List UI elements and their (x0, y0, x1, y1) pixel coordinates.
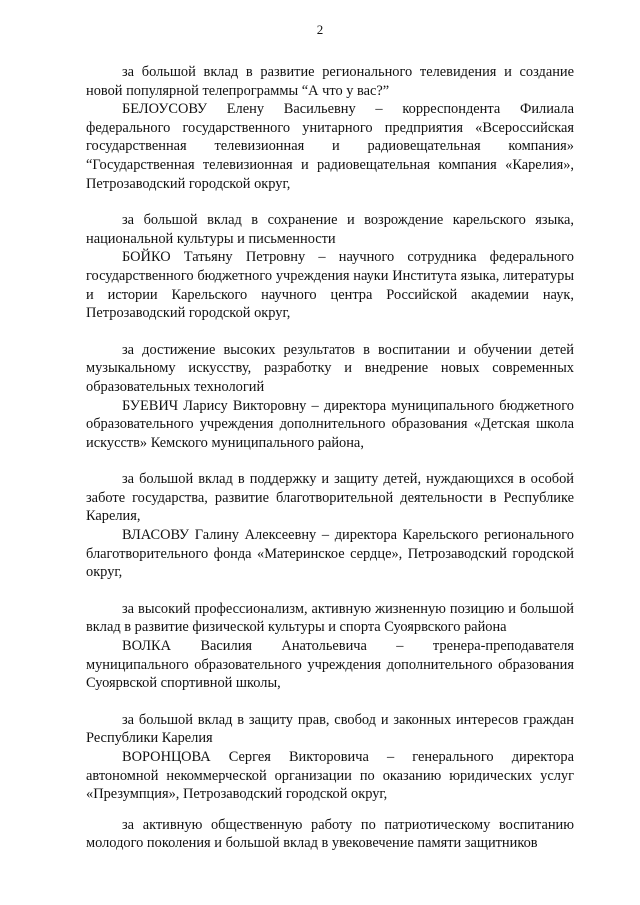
award-reason: за активную общественную работу по патриотическому воспитанию молодого поколения и большой вклад в увековечение памяти защитников (86, 816, 578, 852)
paragraph-gap (86, 323, 574, 341)
award-reason: за большой вклад в защиту прав, свобод и законных интересов граждан Республики Карелия (86, 711, 578, 747)
award-reason: за высокий профессионализм, активную жизненную позицию и большой вклад в развитие физической культуры и спорта Суоярвского района (86, 600, 578, 636)
paragraph-gap (86, 452, 574, 470)
awardee: ВОРОНЦОВА Сергея Викторовича – генерального директора автономной некоммерческой организации по оказанию юридических услуг «Презумпция», Петрозаводский городской округ, (86, 749, 578, 803)
award-reason: за достижение высоких результатов в воспитании и обучении детей музыкальному искусству, разработку и внедрение новых современных образовательных технологий (86, 341, 578, 395)
award-reason: за большой вклад в сохранение и возрождение карельского языка, национальной культуры и письменности (86, 212, 578, 247)
awardee: БУЕВИЧ Ларису Викторовну – директора муниципального бюджетного образовательного учреждения дополнительного образования «Детская школа искусств» Кемского муниципального района, (86, 397, 578, 451)
award-reason: за большой вклад в развитие регионального телевидения и создание новой популярной телепрограммы “А что у вас?” (86, 64, 578, 99)
paragraph-gap (86, 804, 574, 816)
awardee: БЕЛОУСОВУ Елену Васильевну – корреспондента Филиала федерального государственного унитарного предприятия «Всероссийская государственная телевизионная и радиовещательная компания» “Государственная телевизионная и радиовещательная компания «Карелия», Петрозаводский городской округ, (86, 101, 578, 192)
awardee: БОЙКО Татьяну Петровну – научного сотрудника федерального государственного бюджетного учреждения науки Института языка, литературы и истории Карельского научного центра Российской академии наук, Петрозаводский городской округ, (86, 249, 578, 322)
award-reason: за большой вклад в поддержку и защиту детей, нуждающихся в особой заботе государства, развитие благотворительной деятельности в Республике Карелия, (86, 471, 578, 525)
paragraph-gap (86, 693, 574, 711)
awardee: ВОЛКА Василия Анатольевича – тренера-преподавателя муниципального образовательного учреждения дополнительного образования Суоярвской спортивной школы, (86, 638, 578, 692)
awardee: ВЛАСОВУ Галину Алексеевну – директора Карельского регионального благотворительного фонда «Материнское сердце», Петрозаводский городской округ, (86, 527, 578, 581)
paragraph-gap (86, 193, 574, 211)
page-number: 2 (316, 22, 324, 37)
paragraph-gap (86, 582, 574, 600)
document-body (86, 63, 578, 853)
